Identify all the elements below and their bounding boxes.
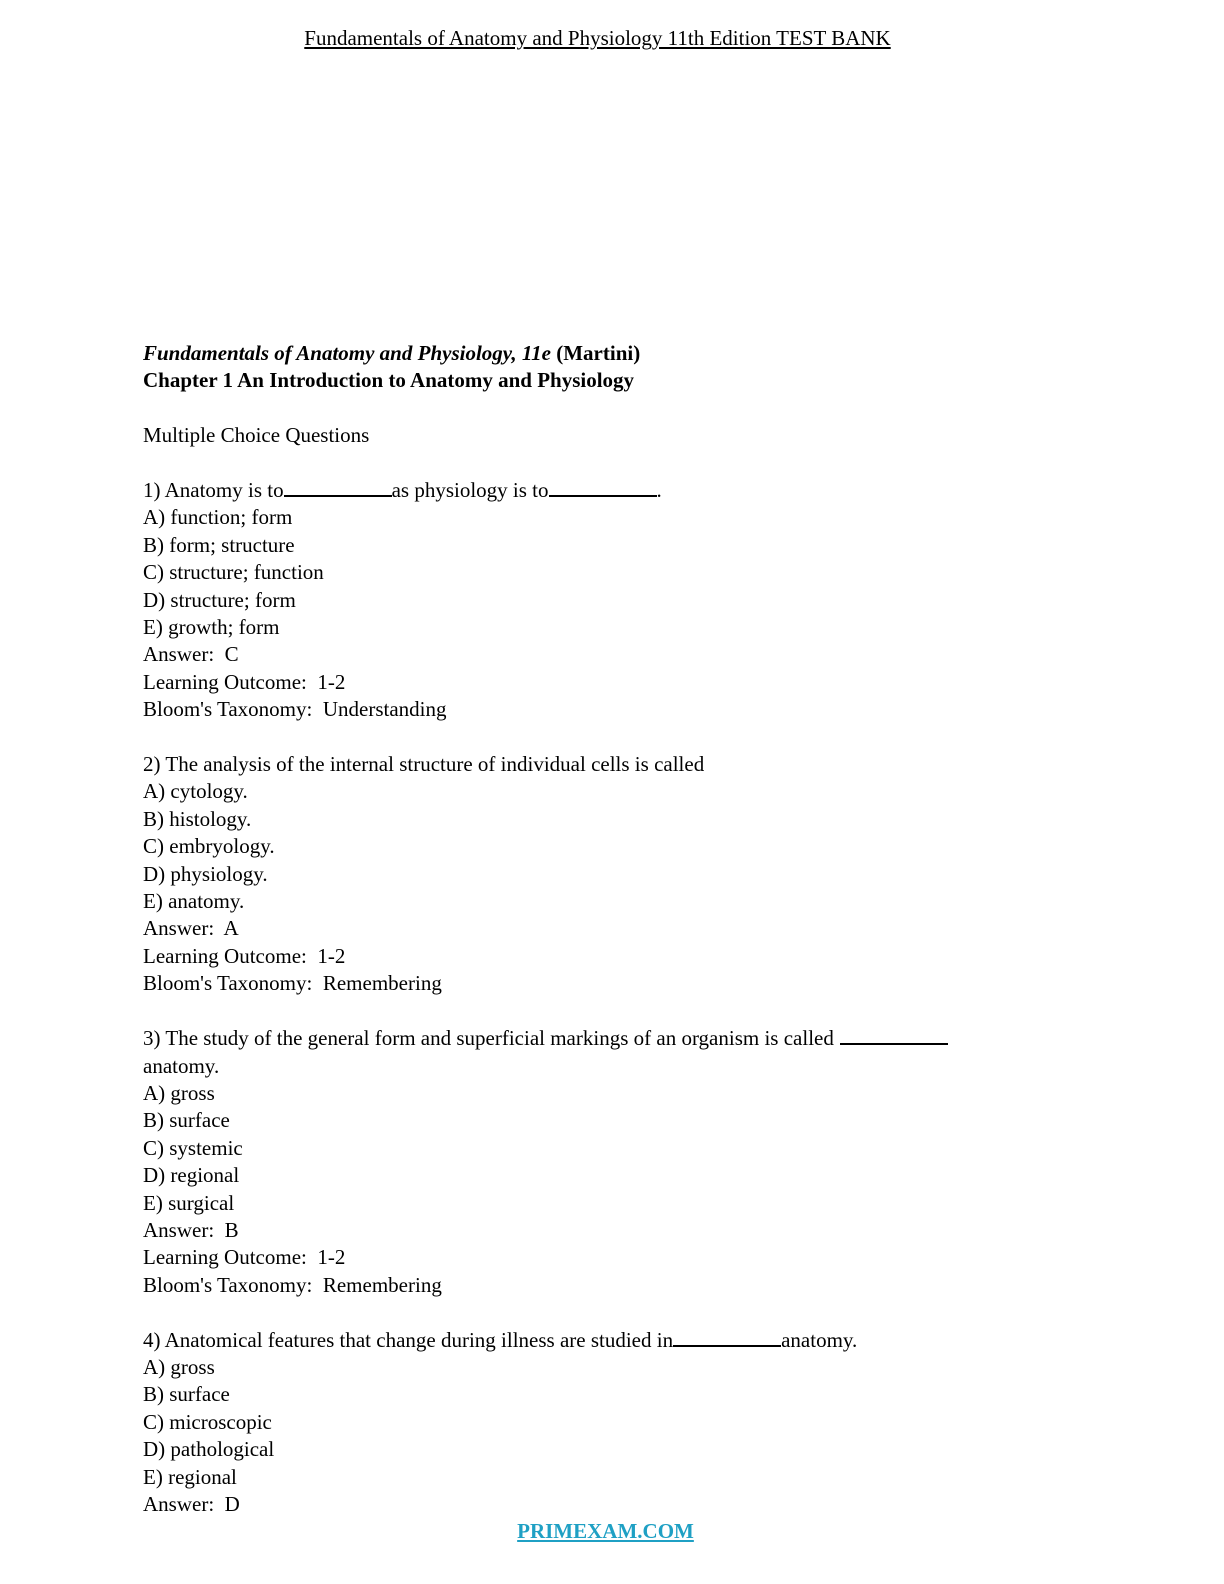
question-stem: 4) Anatomical features that change during illness are studied in anatomy.	[143, 1327, 858, 1352]
option-c: C) systemic	[143, 1135, 243, 1160]
learning-outcome: Learning Outcome: 1-2	[143, 943, 346, 968]
answer: Answer: B	[143, 1217, 239, 1242]
learning-outcome: Learning Outcome: 1-2	[143, 1245, 346, 1270]
option-d: D) structure; form	[143, 587, 296, 612]
option-a: A) function; form	[143, 505, 293, 530]
option-b: B) histology.	[143, 806, 252, 831]
answer: Answer: D	[143, 1491, 240, 1516]
answer-blank	[673, 1327, 781, 1347]
option-d: D) pathological	[143, 1437, 275, 1462]
answer: Answer: A	[143, 916, 239, 941]
answer-blank	[549, 477, 657, 497]
answer: Answer: C	[143, 642, 239, 667]
question-1	[143, 477, 1103, 724]
option-e: E) surgical	[143, 1190, 235, 1215]
option-d: D) regional	[143, 1163, 240, 1188]
option-b: B) surface	[143, 1382, 230, 1407]
option-b: B) form; structure	[143, 532, 295, 557]
book-author: (Martini)	[556, 341, 641, 365]
option-c: C) microscopic	[143, 1409, 272, 1434]
option-d: D) physiology.	[143, 861, 268, 886]
blooms-taxonomy: Bloom's Taxonomy: Remembering	[143, 1272, 442, 1297]
question-2	[143, 751, 1103, 998]
section-title: Multiple Choice Questions	[143, 423, 370, 448]
question-4	[143, 1327, 1103, 1519]
option-b: B) surface	[143, 1108, 230, 1133]
option-e: E) growth; form	[143, 615, 280, 640]
blooms-taxonomy: Bloom's Taxonomy: Understanding	[143, 697, 447, 722]
question-stem: 1) Anatomy is to as physiology is to .	[143, 478, 662, 502]
answer-blank	[284, 477, 392, 497]
question-stem: 3) The study of the general form and superficial markings of an organism is called	[143, 1025, 1103, 1052]
document-body	[143, 340, 1103, 1518]
option-c: C) structure; function	[143, 560, 324, 585]
option-a: A) gross	[143, 1080, 215, 1105]
option-c: C) embryology.	[143, 834, 275, 859]
answer-blank	[840, 1025, 948, 1045]
page-header: Fundamentals of Anatomy and Physiology 11th Edition TEST BANK	[304, 26, 891, 50]
option-a: A) gross	[143, 1354, 215, 1379]
option-e: E) anatomy.	[143, 889, 245, 914]
book-title: Fundamentals of Anatomy and Physiology, 11e	[143, 341, 551, 365]
option-a: A) cytology.	[143, 779, 248, 804]
book-line	[143, 340, 1103, 367]
question-stem-continued: anatomy.	[143, 1053, 220, 1078]
chapter-title: Chapter 1 An Introduction to Anatomy and Physiology	[143, 368, 635, 393]
learning-outcome: Learning Outcome: 1-2	[143, 669, 346, 694]
option-e: E) regional	[143, 1464, 237, 1489]
footer-link[interactable]: PRIMEXAM.COM	[517, 1519, 694, 1543]
question-3	[143, 1025, 1103, 1299]
question-stem: 2) The analysis of the internal structure of individual cells is called	[143, 752, 705, 777]
blooms-taxonomy: Bloom's Taxonomy: Remembering	[143, 971, 442, 996]
